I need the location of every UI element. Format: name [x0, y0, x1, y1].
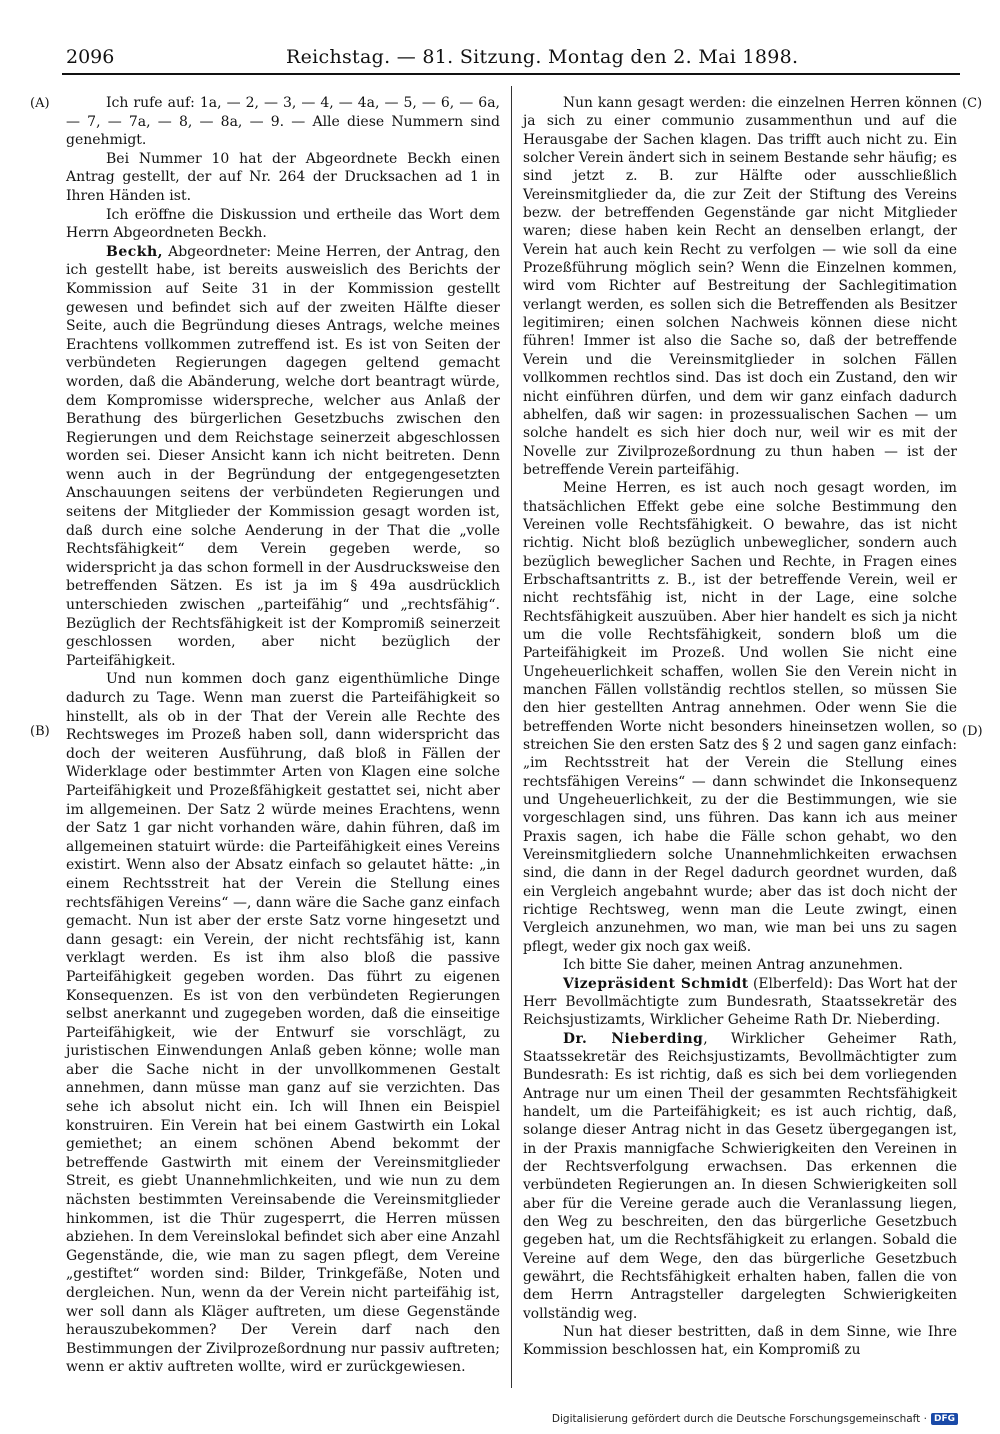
digitization-credit [552, 1413, 958, 1425]
speech-text: , Wirklicher Geheimer Rath, Staatssekretär des Reichsjustizamts, Bevollmächtigter zum Bundesrath: Es ist richtig, daß es sich bei dem vorliegenden Antrage nur um einen Theil der gesammten Rechtsfähigkeit handelt, um die Parteifähigkeit; es ist auch richtig, daß, solange dieser Antrag nicht in das Gesetz übergegangen ist, in der Praxis mannigfache Schwierigkeiten den Vereinen in der Rechtsverfolgung erwachsen. Das erkennen die verbündeten Regierungen an. In diesen Schwierigkeiten soll aber für die Vereine gerade auch die Veranlassung liegen, den Weg zu beschreiten, den das bürgerliche Gesetzbuch gegeben hat, um die Rechtsfähigkeit zu erlangen. Sobald die Vereine auf dem Wege, den das bürgerliche Gesetzbuch gewährt, die Rechtsfähigkeit erhalten haben, fallen die von dem Herrn Antragsteller dargelegten Schwierigkeiten vollständig weg. [523, 1030, 957, 1322]
margin-mark-d: (D) [962, 724, 983, 739]
right-column [523, 94, 957, 1360]
paragraph: Nun kann gesagt werden: die einzelnen Herren können ja sich zu einer communio zusammenthun und auf die Herausgabe der Sachen klagen. Das trifft auch nicht zu. Ein solcher Verein ändert sich in seinem Bestande sehr häufig; es sind jetzt z. B. zur Hälfte oder ausschließlich Vereinsmitglieder da, die zur Zeit der Stiftung des Vereins bezw. der betreffenden Gegenstände gar nicht Mitglieder waren; diese haben kein Recht an denselben erlangt, der Verein hat auch kein Recht zu verfolgen — wie soll da eine Prozeßführung möglich sein? Wenn die Einzelnen kommen, wird vom Richter auf Bestreitung der Sachlegitimation verlangt werden, es sollen sich die Betreffenden als Besitzer legitimiren; einen solchen Nachweis können diese nicht führen! Immer ist also die Sache so, daß der betreffende Verein und die Vereinsmitglieder in solchen Fällen vollkommen rechtlos sind. Das ist doch ein Zustand, den wir nicht einführen dürfen, und dem wir ganz einfach dadurch abhelfen, daß wir sagen: in prozessualischen Sachen — um solche handelt es sich hier doch nur, weil wir es mit der Novelle zur Zivilprozeßordnung zu thun haben — ist der betreffende Verein parteifähig. [523, 95, 957, 478]
paragraph: Meine Herren, es ist auch noch gesagt worden, im thatsächlichen Effekt gebe eine solche Bestimmung den Vereinen volle Rechtsfähigkeit. O bewahre, das ist nicht richtig. Nicht bloß bezüglich unbeweglicher, sondern auch bezüglich beweglicher Sachen und Rechte, in Fragen eines Erbschaftsantritts z. B., ist der betreffende Verein, weil er nicht rechtsfähig ist, nicht in der Lage, eine solche Rechtsfähigkeit auszuüben. Aber hier handelt es sich ja nicht um die volle Rechtsfähigkeit, sondern bloß um die Parteifähigkeit im Prozeß. Und wollen Sie nicht eine Ungeheuerlichkeit schaffen, wollen Sie den Verein nicht in manchen Fällen vollständig rechtlos stellen, so müssen Sie den hier gestellten Antrag annehmen. Oder wenn Sie die betreffenden Worte nicht besonders hineinsetzen wollen, so streichen Sie den ersten Satz des § 2 und sagen ganz einfach: „im Rechtsstreit hat der Verein die Stellung eines rechtsfähigen Vereins“ — dann schwindet die Inkonsequenz und Ungeheuerlichkeit, zu der die Bestimmungen, wie sie vorgeschlagen sind, uns führen. Das kann ich aus meiner Praxis sagen, ich habe die Fälle schon gehabt, wo den Vereinsmitgliedern solche Unannehmlichkeiten erwachsen sind, die dann in der Regel dadurch geordnet wurden, daß ein Vergleich angebahnt wurde; aber das ist doch nicht der richtige Rechtsweg, wenn man die Leute zwingt, einen Vergleich anzunehmen, wo man, wie man bei uns zu sagen pflegt, weder gix noch gax weiß. [523, 480, 957, 955]
page-number: 2096 [66, 46, 115, 68]
paragraph: Bei Nummer 10 hat der Abgeordnete Beckh einen Antrag gestellt, der auf Nr. 264 der Drucksachen ad 1 in Ihren Händen ist. [66, 150, 500, 204]
margin-mark-b: (B) [30, 724, 50, 739]
speaker-name: Vizepräsident Schmidt [563, 975, 749, 992]
speech-paragraph [66, 243, 500, 671]
margin-mark-a: (A) [30, 96, 50, 111]
paragraph: Ich eröffne die Diskussion und ertheile das Wort dem Herrn Abgeordneten Beckh. [66, 206, 500, 242]
paragraph: Ich bitte Sie daher, meinen Antrag anzunehmen. [563, 957, 903, 974]
dfg-logo: DFG [931, 1413, 958, 1425]
speech-paragraph [523, 975, 957, 1030]
speech-paragraph [523, 1030, 957, 1324]
speech-text: Abgeordneter: Meine Herren, der Antrag, den ich gestellt habe, ist bereits ausweislich des Berichts der Kommission auf Seite 31 in der Kommission gestellt gewesen und befindet sich auf der zweiten Hälfte dieser Seite, auch die Begründung dieses Antrags, welche meines Erachtens vollkommen zutreffend ist. Es ist von Seiten der verbündeten Regierungen dagegen geltend gemacht worden, daß die Abänderung, welche dort beantragt würde, dem Kompromisse widerspreche, welcher aus Anlaß der Berathung des bürgerlichen Gesetzbuchs zwischen den Regierungen und dem Reichstage seinerzeit abgeschlossen worden sei. Dieser Ansicht kann ich nicht beitreten. Denn wenn auch in der Begründung der entgegengesetzten Anschauungen seitens der verbündeten Regierungen und seitens der Mitglieder der Kommission gesagt worden ist, daß durch eine solche Aenderung in der That die „volle Rechtsfähigkeit“ dem Verein gegeben werde, so widerspricht ja das schon formell in der Ausdrucksweise den betreffenden Sätzen. Es ist ja im § 49a ausdrücklich unterschieden zwischen „parteifähig“ und „rechtsfähig“. Bezüglich der Rechtsfähigkeit ist der Kompromiß seinerzeit geschlossen worden, aber nicht bezüglich der Parteifähigkeit. [66, 243, 501, 669]
speaker-name: Dr. Nieberding [563, 1030, 704, 1047]
left-column [66, 94, 500, 1377]
header-rule [62, 73, 960, 75]
session-title: Reichstag. — 81. Sitzung. Montag den 2. Mai 1898. [286, 46, 799, 68]
paragraph: Nun hat dieser bestritten, daß in dem Sinne, wie Ihre Kommission beschlossen hat, ein Kompromiß zu [523, 1324, 957, 1359]
margin-mark-c: (C) [962, 96, 983, 111]
credit-text: Digitalisierung gefördert durch die Deutsche Forschungsgemeinschaft · [551, 1413, 927, 1425]
page-header [66, 44, 956, 74]
speech-text: (Elberfeld): Das Wort hat der Herr Bevollmächtigte zum Bundesrath, Staatssekretär des Reichsjustizamts, Wirklicher Geheime Rath Dr. Nieberding. [523, 975, 958, 1029]
column-divider [511, 86, 512, 1388]
speaker-name: Beckh, [106, 243, 164, 260]
paragraph: Und nun kommen doch ganz eigenthümliche Dinge dadurch zu Tage. Wenn man zuerst die Parteifähigkeit so hinstellt, als ob in der That der Verein alle Rechte des Rechtsweges im Prozeß haben soll, dann widerspricht das doch der weiteren Ausführung, daß bloß in Fällen der Widerklage oder bestimmter Arten von Klagen eine solche Parteifähigkeit und Prozeßfähigkeit gestattet sei, nicht aber im allgemeinen. Der Satz 2 würde meines Erachtens, wenn der Satz 1 gar nicht vorhanden wäre, dahin führen, daß im allgemeinen statuirt würde: die Parteifähigkeit eines Vereins existirt. Wenn also der Absatz einfach so gelautet hätte: „in einem Rechtsstreit hat der Verein die Stellung eines rechtsfähigen Vereins“ —, dann wäre die Sache ganz einfach gemacht. Nun ist aber der erste Satz vorne hingesetzt und dann gesagt: ein Verein, der nicht rechtsfähig ist, kann verklagt werden. Es ist ihm also bloß die passive Parteifähigkeit gegeben worden. Das führt zu eigenen Konsequenzen. Es ist von den verbündeten Regierungen selbst anerkannt und zugegeben worden, daß die einseitige Parteifähigkeit, wie der Entwurf sie vorschlägt, zu juristischen Einwendungen Anlaß geben könne; wolle man aber die Sache nicht in der unvollkommenen Gestalt annehmen, dann müsse man ganz auf sie verzichten. Das sehe ich absolut nicht ein. Ich will Ihnen ein Beispiel konstruiren. Ein Verein hat bei einem Gastwirth ein Lokal gemiethet; an einem schönen Abend bekommt der betreffende Gastwirth mit einem der Vereinsmitglieder Streit, es giebt Unannehmlichkeiten, und wie nun zu dem nächsten bestimmten Vereinsabende die Vereinsmitglieder hinkommen, ist die Thür zugesperrt, die Herren müssen abziehen. In dem Vereinslokal befindet sich aber eine Anzahl Gegenstände, die, wie man zu sagen pflegt, dem Vereine „gestiftet“ worden sind: Bilder, Trinkgefäße, Noten und dergleichen. Nun, wenn da der Verein nicht parteifähig ist, wer soll dann als Kläger auftreten, um diese Gegenstände herauszubekommen? Der Verein darf nach den Bestimmungen der Zivilprozeßordnung nur passiv auftreten; wenn er aktiv auftreten wollte, wird er zurückgewiesen. [66, 671, 500, 1376]
paragraph: Ich rufe auf: 1a, — 2, — 3, — 4, — 4a, — 5, — 6, — 6a, — 7, — 7a, — 8, — 8a, — 9. — Alle diese Nummern sind genehmigt. [66, 95, 500, 149]
